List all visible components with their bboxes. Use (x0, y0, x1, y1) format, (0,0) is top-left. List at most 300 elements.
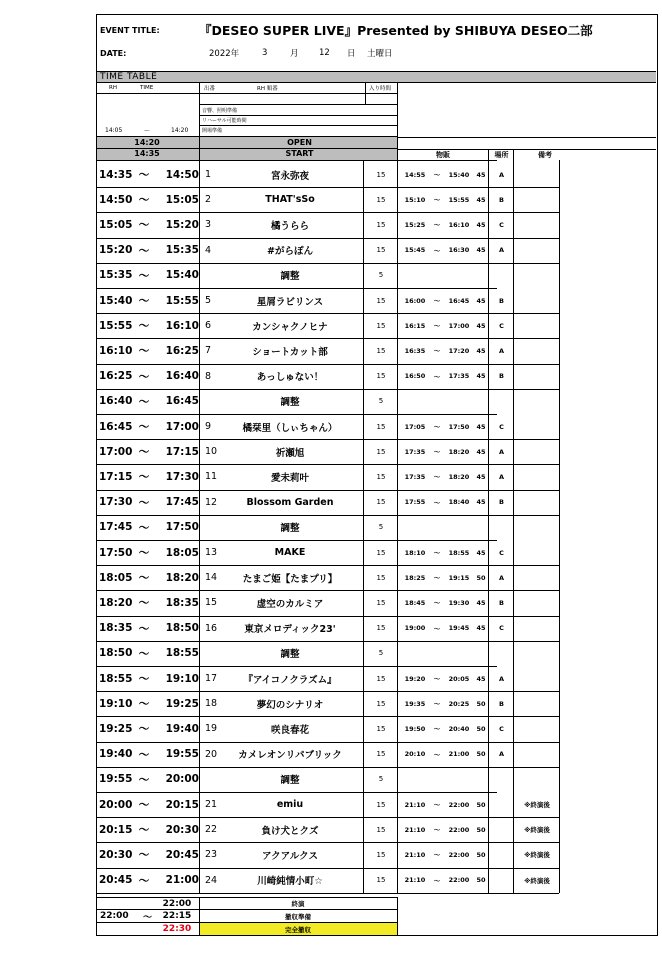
divider (97, 160, 497, 161)
table-row (97, 616, 656, 641)
row-start-time: 16:45 (99, 420, 133, 433)
row-tokuten-end: 16:10 (448, 220, 470, 229)
row-order-number: 9 (205, 421, 212, 433)
row-tokuten-sep: 〜 (433, 750, 441, 759)
row-performer-name: 調整 (280, 649, 300, 661)
row-tokuten-end: 15:55 (448, 195, 470, 204)
row-end-time: 18:20 (165, 571, 199, 584)
row-tokuten-sep: 〜 (433, 322, 441, 331)
row-end-time: 17:15 (165, 445, 199, 458)
row-end-time: 18:55 (165, 647, 199, 660)
row-start-time: 15:05 (99, 218, 133, 231)
row-minutes: 15 (376, 598, 386, 607)
table-row (97, 590, 656, 615)
row-order-number: 19 (205, 723, 218, 735)
row-tokuten-min: 45 (476, 548, 486, 557)
date-weekday: 土曜日 (367, 49, 393, 59)
row-performer-name: 祈瀬旭 (275, 447, 305, 459)
row-minutes: 15 (376, 825, 386, 834)
row-start-time: 20:15 (99, 823, 133, 836)
row-tokuten-end: 20:40 (448, 724, 470, 733)
row-tokuten-start: 19:50 (404, 724, 426, 733)
row-minutes: 15 (376, 674, 386, 683)
row-tokuten-start: 16:35 (404, 346, 426, 355)
row-performer-name: アクアルクス (261, 850, 319, 862)
row-tokuten-start: 16:15 (404, 321, 426, 330)
row-performer-name: 調整 (280, 397, 300, 409)
row-order-number: 1 (205, 169, 212, 181)
row-place: C (499, 624, 504, 633)
row-order-number: 17 (205, 673, 218, 685)
divider (97, 893, 559, 894)
row-place: B (499, 699, 504, 708)
row-tokuten-sep: 〜 (433, 801, 441, 810)
col-entry: 入り時間 (369, 85, 392, 92)
time-table-title: TIME TABLE (100, 72, 158, 82)
row-start-time: 15:20 (99, 244, 133, 257)
event-title: 『DESEO SUPER LIVE』Presented by SHIBUYA DESEO二部 (199, 23, 593, 38)
row-tokuten-min: 50 (476, 573, 486, 582)
row-minutes: 15 (376, 624, 386, 633)
row-minutes: 5 (378, 397, 384, 406)
row-tokuten-start: 17:35 (404, 472, 426, 481)
row-tokuten-start: 19:00 (404, 624, 426, 633)
divider (97, 148, 397, 149)
table-row (97, 364, 656, 389)
end-time: 22:00 (162, 898, 192, 909)
prep-time-start: 14:05 (105, 127, 123, 134)
row-end-time: 15:35 (165, 244, 199, 257)
row-tokuten-sep: 〜 (433, 423, 441, 432)
row-minutes: 15 (376, 195, 386, 204)
row-start-time: 20:30 (99, 848, 133, 861)
row-order-number: 6 (205, 320, 212, 332)
row-tokuten-start: 15:25 (404, 220, 426, 229)
row-tokuten-sep: 〜 (433, 297, 441, 306)
row-performer-name: たまご姫【たまプリ】 (242, 573, 338, 585)
divider (199, 125, 397, 126)
divider (199, 160, 200, 893)
date-month-unit: 月 (290, 49, 299, 59)
right-col-tokuten: 物販 (436, 151, 450, 159)
divider (397, 897, 398, 935)
row-minutes: 15 (376, 800, 386, 809)
table-row (97, 338, 656, 363)
row-tokuten-min: 45 (476, 422, 486, 431)
prep-rehearsal: リハーサル可能時間 (202, 117, 247, 124)
table-row (97, 515, 656, 540)
row-note: ※終演後 (524, 851, 550, 860)
row-tokuten-sep: 〜 (433, 876, 441, 885)
row-minutes: 15 (376, 498, 386, 507)
row-start-time: 18:20 (99, 596, 133, 609)
prep-time-sep: 〜 (144, 128, 151, 135)
row-minutes: 5 (378, 775, 384, 784)
row-tokuten-min: 50 (476, 750, 486, 759)
row-tokuten-min: 50 (476, 699, 486, 708)
row-tokuten-start: 21:10 (404, 850, 426, 859)
row-performer-name: Blossom Garden (246, 496, 334, 508)
row-tokuten-start: 16:00 (404, 296, 426, 305)
table-row (97, 238, 656, 263)
row-place: A (498, 346, 505, 355)
row-tokuten-min: 50 (476, 876, 486, 885)
row-performer-name: emiu (276, 799, 304, 811)
row-start-time: 17:50 (99, 546, 133, 559)
row-minutes: 15 (376, 321, 386, 330)
row-time-sep: 〜 (138, 395, 150, 408)
row-performer-name: 咲良春花 (270, 724, 309, 736)
row-tokuten-sep: 〜 (433, 347, 441, 356)
row-tokuten-start: 18:45 (404, 598, 426, 607)
row-end-time: 14:50 (165, 168, 199, 181)
row-tokuten-start: 18:10 (404, 548, 426, 557)
row-order-number: 22 (205, 824, 218, 836)
row-place: B (499, 498, 504, 507)
row-tokuten-sep: 〜 (433, 196, 441, 205)
row-end-time: 19:40 (165, 722, 199, 735)
prep-time-end: 14:20 (171, 127, 189, 134)
row-time-sep: 〜 (138, 723, 150, 736)
row-tokuten-end: 16:30 (448, 246, 470, 255)
table-row (97, 540, 656, 565)
row-tokuten-end: 20:25 (448, 699, 470, 708)
row-start-time: 15:55 (99, 319, 133, 332)
row-tokuten-end: 18:40 (448, 498, 470, 507)
row-time-sep: 〜 (138, 370, 150, 383)
row-place: C (499, 220, 504, 229)
row-tokuten-sep: 〜 (433, 221, 441, 230)
start-time: 14:35 (134, 149, 160, 158)
divider (397, 160, 398, 893)
row-tokuten-min: 50 (476, 724, 486, 733)
row-place: A (498, 472, 505, 481)
row-note: ※終演後 (524, 876, 550, 885)
complete-time: 22:30 (162, 924, 192, 934)
row-tokuten-start: 17:35 (404, 447, 426, 456)
row-performer-name: MAKE (274, 547, 306, 559)
divider (199, 115, 397, 116)
row-tokuten-end: 18:20 (448, 447, 470, 456)
row-time-sep: 〜 (138, 773, 150, 786)
row-tokuten-end: 19:30 (448, 598, 470, 607)
row-order-number: 24 (205, 874, 218, 886)
row-end-time: 19:55 (165, 748, 199, 761)
row-minutes: 15 (376, 170, 386, 179)
divider (559, 160, 560, 893)
row-start-time: 15:40 (99, 294, 133, 307)
withdraw-label: 撤収準備 (285, 912, 311, 921)
row-minutes: 15 (376, 750, 386, 759)
row-tokuten-end: 16:45 (448, 296, 470, 305)
row-tokuten-sep: 〜 (433, 599, 441, 608)
table-row (97, 742, 656, 767)
row-tokuten-end: 22:00 (448, 876, 470, 885)
row-time-sep: 〜 (138, 572, 150, 585)
row-tokuten-end: 17:00 (448, 321, 470, 330)
table-row (97, 263, 656, 288)
row-start-time: 17:00 (99, 445, 133, 458)
row-tokuten-sep: 〜 (433, 372, 441, 381)
row-end-time: 17:50 (165, 521, 199, 534)
row-tokuten-start: 16:50 (404, 372, 426, 381)
divider (397, 83, 398, 160)
row-tokuten-end: 19:15 (448, 573, 470, 582)
row-order-number: 12 (205, 496, 218, 508)
divider (365, 83, 366, 104)
row-minutes: 15 (376, 246, 386, 255)
row-time-sep: 〜 (138, 295, 150, 308)
row-end-time: 18:50 (165, 622, 199, 635)
row-start-time: 16:40 (99, 395, 133, 408)
row-end-time: 20:00 (165, 773, 199, 786)
row-time-sep: 〜 (138, 219, 150, 232)
row-time-sep: 〜 (138, 874, 150, 887)
row-performer-name: 調整 (280, 775, 300, 787)
row-place: A (498, 674, 505, 683)
row-tokuten-min: 45 (476, 296, 486, 305)
divider (513, 149, 514, 160)
row-tokuten-end: 15:40 (448, 170, 470, 179)
divider (199, 83, 200, 160)
row-tokuten-sep: 〜 (433, 473, 441, 482)
row-start-time: 18:55 (99, 672, 133, 685)
end-label: 終演 (291, 900, 305, 908)
divider (199, 104, 397, 105)
open-label: OPEN (287, 138, 312, 147)
row-end-time: 15:55 (165, 294, 199, 307)
row-order-number: 14 (205, 572, 218, 584)
row-tokuten-start: 21:10 (404, 800, 426, 809)
row-performer-name: 調整 (280, 523, 300, 535)
row-tokuten-min: 45 (476, 674, 486, 683)
row-tokuten-start: 17:05 (404, 422, 426, 431)
row-end-time: 15:20 (165, 218, 199, 231)
row-tokuten-min: 45 (476, 195, 486, 204)
row-time-sep: 〜 (138, 446, 150, 459)
row-tokuten-end: 22:00 (448, 850, 470, 859)
divider (488, 149, 489, 160)
row-order-number: 21 (205, 799, 218, 811)
row-start-time: 19:55 (99, 773, 133, 786)
col-time: TIME (140, 84, 154, 91)
table-row (97, 868, 656, 893)
row-end-time: 18:35 (165, 596, 199, 609)
table-row (97, 767, 656, 792)
row-minutes: 15 (376, 296, 386, 305)
row-end-time: 18:05 (165, 546, 199, 559)
row-order-number: 16 (205, 622, 218, 634)
row-tokuten-sep: 〜 (433, 549, 441, 558)
row-performer-name: あっしゅない！ (256, 372, 324, 384)
row-performer-name: 調整 (280, 271, 300, 283)
row-time-sep: 〜 (138, 748, 150, 761)
row-time-sep: 〜 (138, 521, 150, 534)
row-place: A (498, 750, 505, 759)
row-tokuten-end: 19:45 (448, 624, 470, 633)
row-time-sep: 〜 (138, 698, 150, 711)
row-start-time: 20:00 (99, 798, 133, 811)
divider (397, 137, 656, 138)
row-tokuten-sep: 〜 (433, 700, 441, 709)
row-tokuten-end: 17:50 (448, 422, 470, 431)
row-start-time: 16:10 (99, 344, 133, 357)
row-start-time: 19:10 (99, 697, 133, 710)
row-minutes: 15 (376, 372, 386, 381)
row-end-time: 16:10 (165, 319, 199, 332)
row-end-time: 16:25 (165, 344, 199, 357)
row-place: A (498, 447, 505, 456)
table-row (97, 490, 656, 515)
row-tokuten-sep: 〜 (433, 574, 441, 583)
row-minutes: 15 (376, 548, 386, 557)
row-tokuten-end: 21:00 (448, 750, 470, 759)
table-row (97, 817, 656, 842)
row-place: B (499, 372, 504, 381)
row-tokuten-end: 18:20 (448, 472, 470, 481)
divider (513, 160, 514, 893)
row-tokuten-start: 15:45 (404, 246, 426, 255)
row-performer-name: 東京メロディック23' (244, 624, 336, 636)
row-tokuten-start: 17:55 (404, 498, 426, 507)
row-time-sep: 〜 (138, 194, 150, 207)
row-tokuten-min: 45 (476, 624, 486, 633)
row-end-time: 19:25 (165, 697, 199, 710)
divider (363, 160, 364, 893)
col-rh-order: RH 順番 (257, 85, 278, 92)
withdraw-sep: 〜 (143, 912, 153, 922)
row-time-sep: 〜 (138, 471, 150, 484)
row-performer-name: 虚空のカルミア (256, 598, 324, 610)
row-tokuten-min: 50 (476, 850, 486, 859)
row-order-number: 8 (205, 370, 212, 382)
row-place: B (499, 598, 504, 607)
col-order: 出番 (204, 85, 216, 92)
row-performer-name: THAT'sSo (265, 194, 315, 206)
table-row (97, 212, 656, 237)
row-tokuten-start: 19:35 (404, 699, 426, 708)
row-tokuten-sep: 〜 (433, 448, 441, 457)
complete-label: 完全撤収 (285, 925, 311, 934)
row-performer-name: #がらぽん (267, 246, 313, 258)
row-start-time: 18:35 (99, 622, 133, 635)
row-start-time: 14:50 (99, 193, 133, 206)
withdraw-start: 22:00 (100, 911, 129, 921)
row-minutes: 15 (376, 724, 386, 733)
row-place: C (499, 321, 504, 330)
row-tokuten-min: 45 (476, 220, 486, 229)
row-tokuten-end: 17:35 (448, 372, 470, 381)
row-start-time: 15:35 (99, 269, 133, 282)
table-row (97, 842, 656, 867)
row-time-sep: 〜 (138, 622, 150, 635)
table-row (97, 313, 656, 338)
row-minutes: 15 (376, 447, 386, 456)
row-end-time: 16:45 (165, 395, 199, 408)
row-tokuten-sep: 〜 (433, 826, 441, 835)
row-start-time: 14:35 (99, 168, 133, 181)
row-tokuten-start: 19:20 (404, 674, 426, 683)
row-time-sep: 〜 (138, 421, 150, 434)
row-place: A (498, 573, 505, 582)
row-time-sep: 〜 (138, 673, 150, 686)
row-start-time: 18:50 (99, 647, 133, 660)
prep-sound-light: 音響、照明準備 (202, 107, 238, 114)
row-time-sep: 〜 (138, 647, 150, 660)
row-performer-name: ショートカット部 (252, 346, 328, 358)
row-tokuten-start: 21:10 (404, 825, 426, 834)
row-tokuten-min: 45 (476, 246, 486, 255)
row-order-number: 18 (205, 698, 218, 710)
row-minutes: 15 (376, 346, 386, 355)
row-order-number: 7 (205, 345, 212, 357)
row-minutes: 15 (376, 876, 386, 885)
row-start-time: 17:30 (99, 496, 133, 509)
table-row (97, 691, 656, 716)
row-order-number: 20 (205, 748, 218, 760)
row-time-sep: 〜 (138, 799, 150, 812)
date-label: DATE: (100, 48, 127, 58)
table-row (97, 464, 656, 489)
row-note: ※終演後 (524, 826, 550, 835)
row-end-time: 20:15 (165, 798, 199, 811)
row-tokuten-min: 45 (476, 472, 486, 481)
row-tokuten-sep: 〜 (433, 675, 441, 684)
time-table-bar (97, 71, 656, 83)
row-place: B (499, 195, 504, 204)
row-time-sep: 〜 (138, 824, 150, 837)
row-performer-name: 宮永弥夜 (270, 170, 309, 182)
row-time-sep: 〜 (138, 345, 150, 358)
right-col-notes: 備考 (538, 151, 552, 159)
date-year: 2022年 (209, 49, 240, 59)
withdraw-end: 22:15 (162, 911, 192, 921)
row-place: B (499, 296, 504, 305)
row-tokuten-sep: 〜 (433, 624, 441, 633)
row-time-sep: 〜 (138, 320, 150, 333)
table-row (97, 389, 656, 414)
table-row (97, 414, 656, 439)
row-note: ※終演後 (524, 801, 550, 810)
row-performer-name: 夢幻のシナリオ (256, 699, 324, 711)
row-tokuten-start: 18:25 (404, 573, 426, 582)
row-order-number: 10 (205, 446, 218, 458)
date-day-unit: 日 (347, 49, 356, 59)
row-performer-name: 愛未莉叶 (270, 472, 309, 484)
row-time-sep: 〜 (138, 269, 150, 282)
row-end-time: 19:10 (165, 672, 199, 685)
row-performer-name: 『アイコノクラズム』 (243, 674, 337, 686)
event-title-label: EVENT TITLE: (100, 25, 160, 35)
row-place: A (498, 246, 505, 255)
table-row (97, 439, 656, 464)
row-order-number: 15 (205, 597, 218, 609)
row-tokuten-end: 22:00 (448, 800, 470, 809)
row-minutes: 15 (376, 850, 386, 859)
row-performer-name: 橘うらら (270, 220, 309, 232)
row-performer-name: 川崎純情小町☆ (257, 876, 323, 888)
row-time-sep: 〜 (138, 169, 150, 182)
divider (97, 136, 397, 137)
timetable-sheet (96, 14, 658, 936)
divider (97, 93, 397, 94)
row-start-time: 20:45 (99, 874, 133, 887)
row-place: A (498, 170, 505, 179)
row-minutes: 15 (376, 699, 386, 708)
row-time-sep: 〜 (138, 597, 150, 610)
row-start-time: 17:45 (99, 521, 133, 534)
row-end-time: 17:00 (165, 420, 199, 433)
